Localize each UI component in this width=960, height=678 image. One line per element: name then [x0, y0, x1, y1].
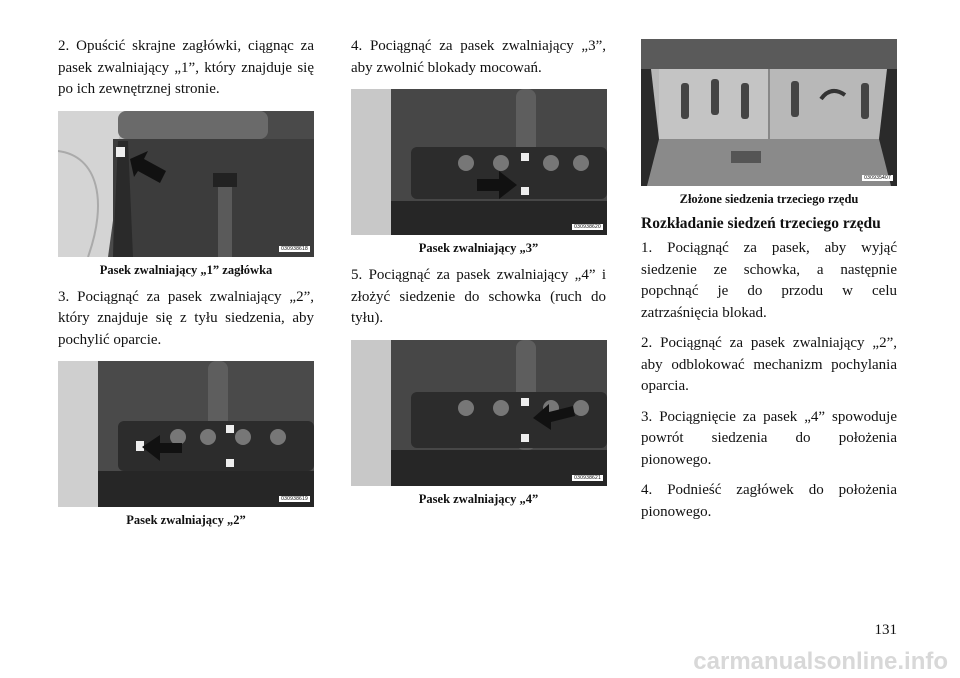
section-heading: Rozkładanie siedzeń trzeciego rzędu — [641, 215, 881, 232]
figure-folded-third-row — [641, 39, 897, 186]
figure-seat-strap-3 — [351, 89, 607, 235]
watermark: carmanualsonline.info — [693, 648, 948, 675]
unfold-step-3: 3. Pociągnięcie za pasek „4” spowoduje powrót siedzenia do położenia pionowego. — [641, 408, 897, 468]
figure-code: 030938619 — [281, 496, 308, 502]
figure-image — [58, 111, 314, 257]
figure-seat-strap-4 — [351, 340, 607, 486]
figure-image — [58, 361, 314, 507]
figure-seat-strap-2 — [58, 361, 314, 507]
unfold-step-1: 1. Pociągnąć za pasek, aby wyjąć siedzenie ze schowka, a następnie popchnąć je do przodu w celu zatrzaśnięcia blokad. — [641, 240, 897, 321]
column-right — [641, 36, 897, 523]
figure-caption: Pasek zwalniający „3” — [418, 241, 539, 255]
figure-headrest-strap-1 — [58, 111, 314, 257]
figure-image — [641, 39, 897, 186]
figure-caption: Złożone siedzenia trzeciego rzędu — [679, 192, 859, 206]
step-4-text: 4. Pociągnąć za pasek zwalniający „3”, aby zwolnić blokady mocowań. — [351, 38, 606, 76]
unfold-step-2: 2. Pociągnąć za pasek zwalniający „2”, aby odblokować mechanizm pochylania oparcia. — [641, 335, 897, 394]
step-2-text: 2. Opuścić skrajne zagłówki, ciągnąc za pasek zwalniający „1”, który znajduje się po ich zewnętrznej stronie. — [58, 38, 314, 97]
figure-code: 030938621 — [574, 474, 601, 481]
step-3-text: 3. Pociągnąć za pasek zwalniający „2”, który znajduje się z tyłu siedzenia, aby pochylić oparcie. — [58, 288, 314, 348]
column-left — [58, 36, 314, 528]
unfold-step-4: 4. Podnieść zagłówek do położenia pionowego. — [641, 482, 897, 520]
figure-image — [351, 340, 607, 486]
column-middle — [351, 36, 606, 507]
step-5-text: 5. Pociągnąć za pasek zwalniający „4” i złożyć siedzenie do schowka (ruch do tyłu). — [351, 267, 606, 326]
figure-code: 030935407 — [864, 175, 891, 181]
figure-caption: Pasek zwalniający „4” — [418, 491, 539, 506]
figure-image — [351, 89, 607, 235]
figure-caption: Pasek zwalniający „2” — [126, 513, 246, 527]
figure-caption: Pasek zwalniający „1” zagłówka — [99, 262, 273, 277]
figure-code: 030938620 — [574, 224, 601, 230]
page-number: 131 — [874, 622, 897, 638]
figure-code: 030938618 — [281, 245, 308, 252]
